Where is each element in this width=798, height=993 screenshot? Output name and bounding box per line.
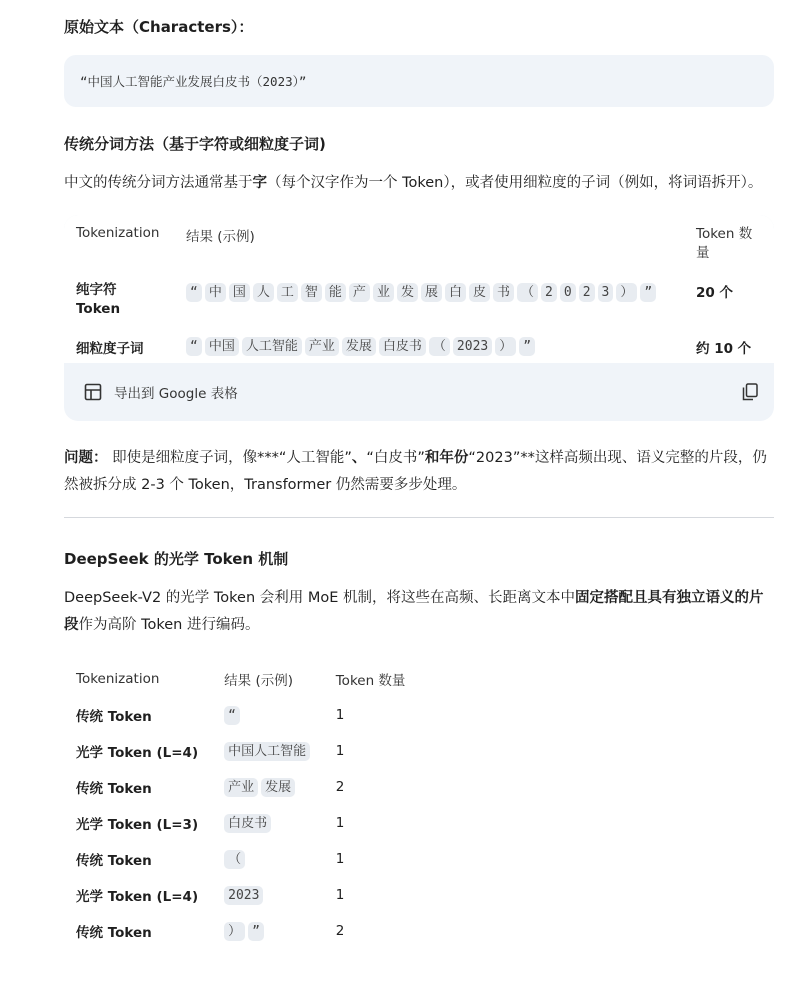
token-chip: 产业 [305,337,339,356]
table-row [64,841,414,877]
token-chip: 3 [598,283,614,302]
token-chip: 白皮书 [379,337,426,356]
problem-text: “白皮书” [366,450,425,466]
token-chip: “ [224,706,240,725]
table-row-label: 光学 Token (L=4) [76,745,199,761]
table-row-chips [186,280,676,302]
token-chip: 皮 [469,283,490,302]
table-row-count: 约 10 个 [696,341,752,357]
token-chip: 国 [229,283,250,302]
section-heading-original-text: 原始文本（Characters）： [64,18,254,36]
token-chip: 2 [541,283,557,302]
token-chip: 发展 [342,337,376,356]
export-to-sheets-button[interactable] [64,363,774,421]
table-row-count: 2 [335,923,345,939]
table-row-chips [212,805,324,841]
token-chip: 展 [421,283,442,302]
problem-label: 问题： [64,450,108,466]
table-row-label: 传统 Token [76,853,152,869]
tokenization-table [64,215,774,363]
export-label: 导出到 Google 表格 [114,386,238,402]
problem-text: “2023”**这样高频出现、语义完整的片段，仍然被拆分成 2-3 个 Token，Transformer 仍然需要多步处理。 [64,450,767,493]
table-row-chips [212,733,324,769]
table-row [64,877,414,913]
deepseek-desc-text-2: 作为高阶 Token 进行编码。 [78,617,260,633]
table-row-count: 1 [335,815,345,831]
token-chip: 书 [493,283,514,302]
table-row-count: 1 [335,887,345,903]
traditional-desc-bold: 字 [252,175,267,191]
token-chip: “ [186,337,202,356]
tokenization-table-card [64,215,774,421]
problem-paragraph [64,445,774,499]
table-row-chips [212,769,324,805]
table-row-count: 1 [335,851,345,867]
table-row [64,697,414,733]
token-chip: ） [224,922,245,941]
problem-bold: 和年份 [424,450,469,466]
optical-token-table [64,661,414,949]
table-row-label: 传统 Token [76,709,152,725]
table-row-chips [186,335,686,356]
table-row-chips [212,697,324,733]
token-chip: 2 [579,283,595,302]
token-chip: 发展 [261,778,295,797]
original-text-quote: “中国人工智能产业发展白皮书（2023）” [80,74,307,89]
deepseek-desc-bold: 固定搭配且具有独立语义的片段 [64,590,764,633]
token-chip: ） [616,283,637,302]
copy-icon[interactable] [742,383,758,401]
token-chip: 2023 [224,886,263,905]
table-row-count: 20 个 [696,285,733,301]
token-chip: 能 [325,283,346,302]
problem-bold: 、 [351,450,367,466]
table-header-result: 结果 (示例) [186,229,255,245]
token-chip: ） [495,337,516,356]
token-chip: 中国人工智能 [224,742,310,761]
token-chip: 工 [277,283,298,302]
token-chip: （ [224,850,245,869]
table-row-count: 2 [335,779,345,795]
deepseek-desc-text: DeepSeek-V2 的光学 Token 会利用 MoE 机制，将这些在高频、长距离文本中 [64,590,576,606]
token-chip: 人 [253,283,274,302]
table-header-tokenization: Tokenization [76,225,160,241]
token-chip: 中国 [205,337,239,356]
token-chip: 产业 [224,778,258,797]
table-row-chips [212,913,324,949]
table-row-count: 1 [335,743,345,759]
table-header-count: Token 数量 [335,673,406,689]
table-header-count: Token 数量 [696,226,753,261]
table-row [64,913,414,949]
traditional-desc-text-2: （每个汉字作为一个 Token），或者使用细粒度的子词（例如，将词语拆开）。 [267,175,763,191]
token-chip: 0 [560,283,576,302]
traditional-description [64,170,774,197]
table-row-label: 纯字符 Token [76,282,121,317]
table-row-chips [212,841,324,877]
table-grid-icon [84,383,102,401]
table-row [64,733,414,769]
token-chip: 业 [373,283,394,302]
token-chip: （ [517,283,538,302]
original-text-block [64,55,774,107]
token-chip: 中 [205,283,226,302]
table-row-chips [212,877,324,913]
token-chip: 白皮书 [224,814,271,833]
deepseek-description [64,585,774,639]
optical-token-table-card [64,661,414,949]
token-chip: ” [248,922,264,941]
token-chip: ” [519,337,535,356]
table-row-label: 细粒度子词 [76,341,144,357]
token-chip: 人工智能 [242,337,302,356]
table-row-label: 光学 Token (L=3) [76,817,199,833]
traditional-desc-text: 中文的传统分词方法通常基于 [64,175,253,191]
token-chip: 发 [397,283,418,302]
table-row-label: 传统 Token [76,781,152,797]
table-row [64,805,414,841]
token-chip: ” [640,283,656,302]
table-header-tokenization: Tokenization [76,671,160,687]
section-heading-deepseek: DeepSeek 的光学 Token 机制 [64,550,289,568]
token-chip: 2023 [453,337,492,356]
token-chip: 产 [349,283,370,302]
token-chip: “ [186,283,202,302]
table-header-result: 结果 (示例) [224,673,293,689]
table-row-label: 光学 Token (L=4) [76,889,199,905]
problem-text: 即使是细粒度子词，像***“人工智能” [112,450,352,466]
token-chip: 智 [301,283,322,302]
table-row-label: 传统 Token [76,925,152,941]
token-chip: 白 [445,283,466,302]
table-row-count: 1 [335,707,345,723]
table-row [64,769,414,805]
section-heading-traditional: 传统分词方法（基于字符或细粒度子词) [64,135,326,153]
token-chip: （ [429,337,450,356]
